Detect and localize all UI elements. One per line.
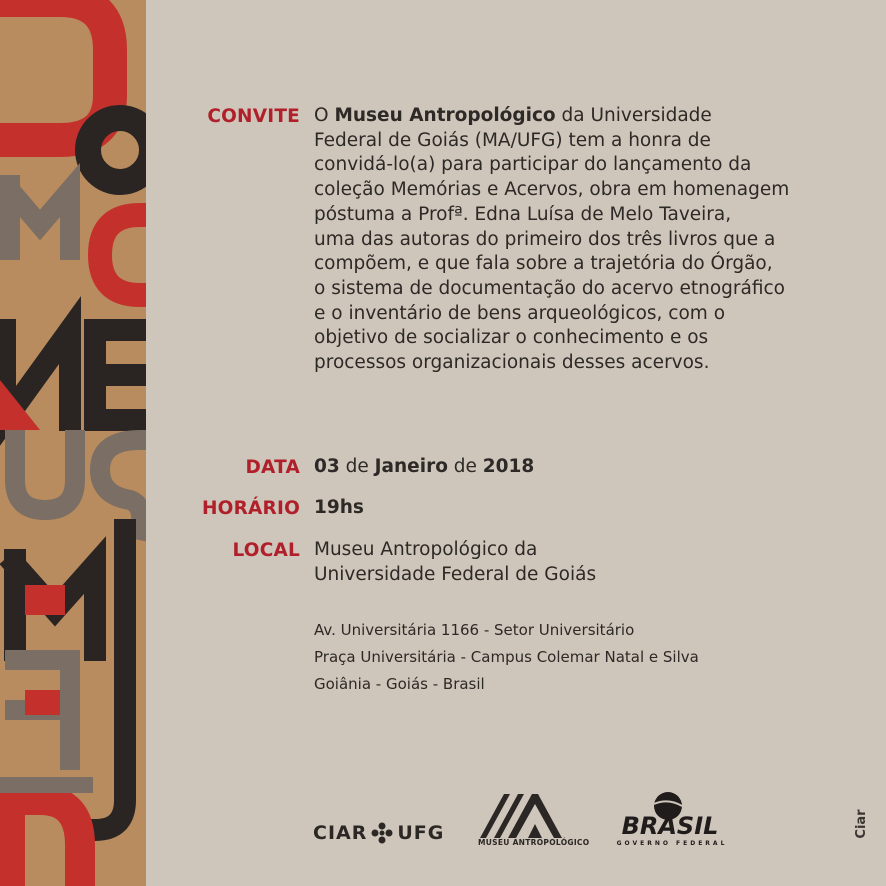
ufg-text: UFG bbox=[397, 822, 445, 844]
date-connector-2: de bbox=[447, 456, 483, 477]
invite-text-part: o sistema de documentação do acervo etnográfico bbox=[314, 277, 785, 299]
brasil-government-logo bbox=[600, 788, 740, 848]
location-label: LOCAL bbox=[232, 540, 300, 561]
date-connector-1: de bbox=[339, 456, 375, 477]
ciar-text: CIAR bbox=[313, 822, 368, 844]
brasil-subtitle: GOVERNO FEDERAL bbox=[616, 840, 728, 847]
invite-label: CONVITE bbox=[207, 106, 300, 127]
invite-text-part: póstuma a Profª. Edna Luísa de Melo Taveira, bbox=[314, 203, 732, 225]
invite-line bbox=[314, 302, 789, 327]
invite-text bbox=[314, 104, 789, 376]
location-name-line-1: Museu Antropológico da bbox=[314, 539, 538, 560]
invite-line bbox=[314, 129, 789, 154]
invite-text-part: e o inventário de bens arqueológicos, com o bbox=[314, 302, 726, 324]
side-ciar-text: Ciar bbox=[854, 809, 869, 839]
invite-text-part: compõem, e que fala sobre a trajetória do Órgão, bbox=[314, 253, 773, 275]
invite-line bbox=[314, 178, 789, 203]
invite-text-part: Federal de Goiás (MA/UFG) tem a honra de bbox=[314, 129, 711, 151]
date-day: 03 bbox=[314, 456, 340, 477]
ciar-dots-icon bbox=[371, 822, 393, 844]
invite-line bbox=[314, 153, 789, 178]
ciar-ufg-logo bbox=[313, 822, 444, 844]
invite-line bbox=[314, 228, 789, 253]
time-label: HORÁRIO bbox=[201, 498, 300, 519]
invite-line bbox=[314, 326, 789, 351]
side-ciar-logo bbox=[854, 796, 876, 852]
decorative-letter-art bbox=[0, 0, 146, 886]
invite-line bbox=[314, 252, 789, 277]
brasil-text: BRASIL bbox=[621, 812, 719, 840]
museum-name: Museu Antropológico bbox=[334, 105, 556, 126]
date-value bbox=[314, 455, 534, 480]
invite-line bbox=[314, 203, 789, 228]
invite-text-part: uma das autoras do primeiro dos três livros que a bbox=[314, 228, 776, 250]
invite-text-part: objetivo de socializar o conhecimento e os bbox=[314, 327, 709, 349]
time-value: 19hs bbox=[314, 497, 364, 518]
invite-text-part: da Universidade bbox=[555, 105, 712, 126]
address-line-3: Goiânia - Goiás - Brasil bbox=[314, 675, 485, 693]
invite-line bbox=[314, 351, 789, 376]
invite-line bbox=[314, 277, 789, 302]
address-line-2: Praça Universitária - Campus Colemar Natal e Silva bbox=[314, 648, 699, 666]
date-label: DATA bbox=[245, 457, 300, 478]
date-month: Janeiro bbox=[374, 456, 448, 477]
address-line-1: Av. Universitária 1166 - Setor Universitário bbox=[314, 621, 635, 639]
invite-text-part: O bbox=[314, 105, 335, 126]
museum-logo-text: MUSEU ANTROPOLÓGICO bbox=[478, 838, 590, 847]
invite-line bbox=[314, 104, 789, 129]
invite-text-part: processos organizacionais desses acervos. bbox=[314, 352, 710, 374]
invite-text-part: coleção Memórias e Acervos, obra em homenagem bbox=[314, 179, 790, 201]
location-name-line-2: Universidade Federal de Goiás bbox=[314, 564, 597, 585]
date-year: 2018 bbox=[482, 456, 535, 477]
invite-text-part: convidá-lo(a) para participar do lançamento da bbox=[314, 154, 752, 176]
